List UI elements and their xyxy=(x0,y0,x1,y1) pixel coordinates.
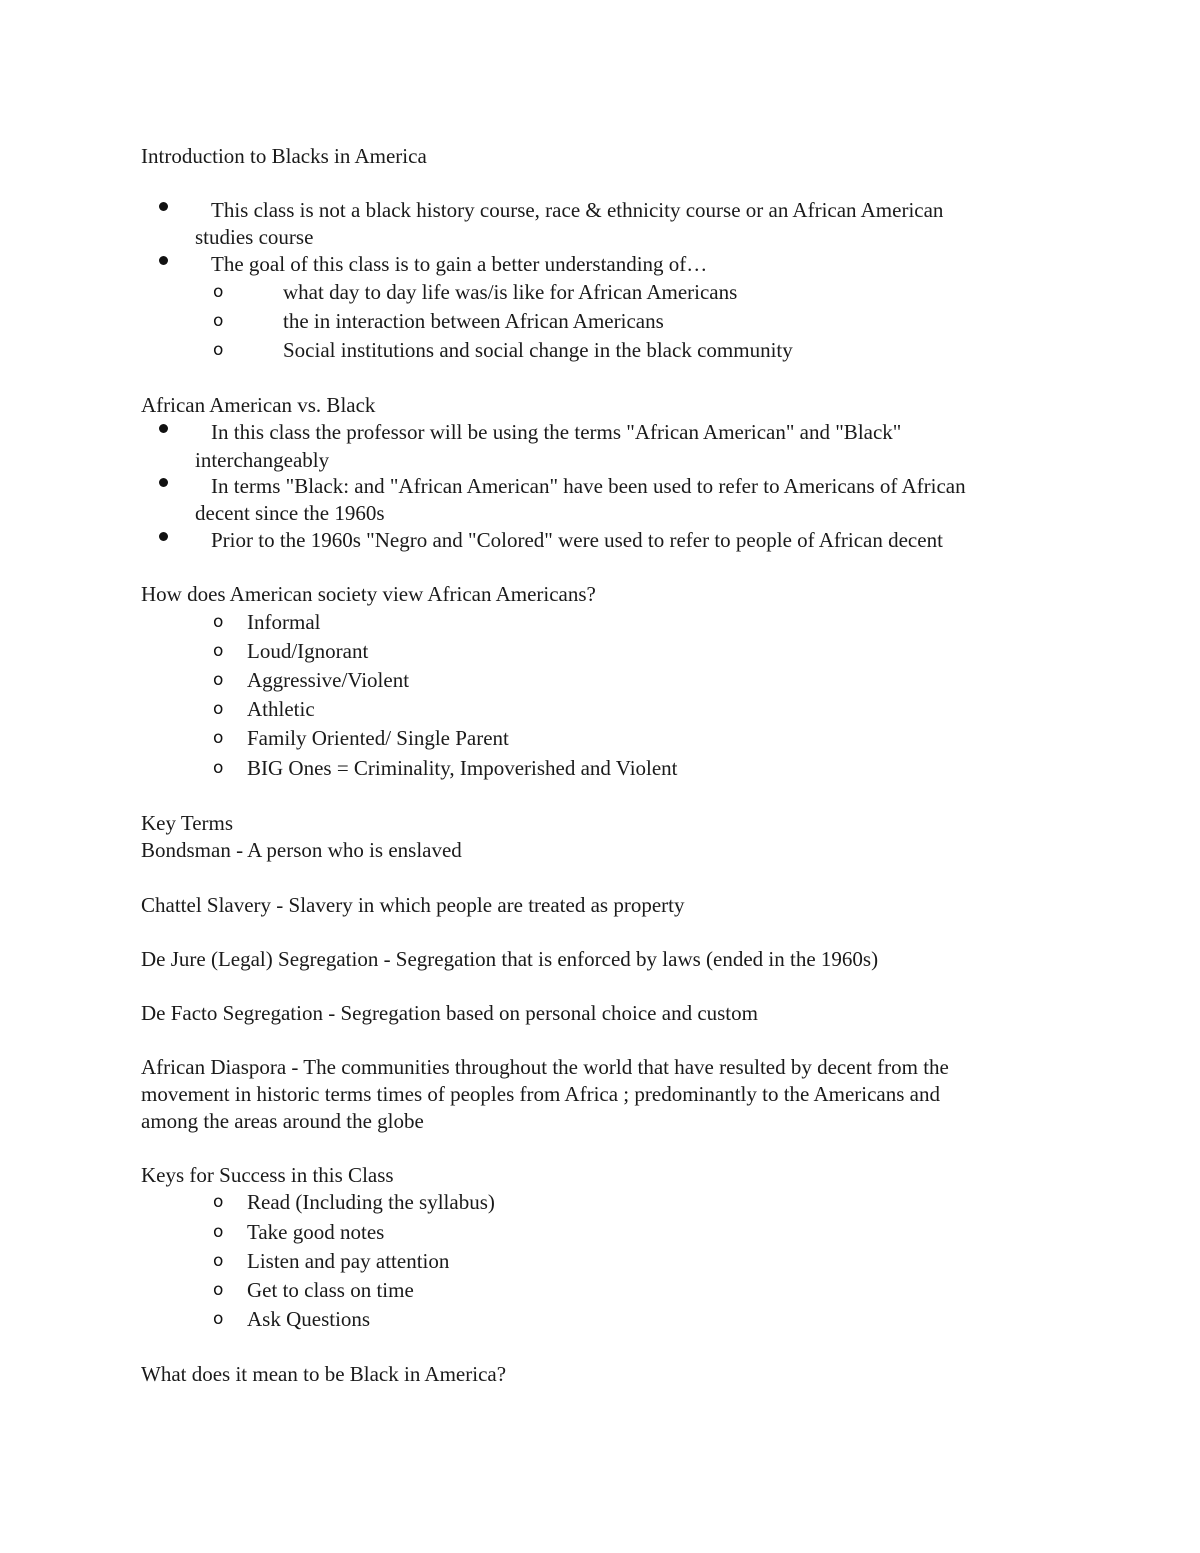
aa-bullet-1: In this class the professor will be using the terms "African American" and "Black" xyxy=(211,420,902,444)
success-item: Read (Including the syllabus) xyxy=(247,1190,495,1214)
society-item: Aggressive/Violent xyxy=(247,668,410,692)
bullet-icon xyxy=(159,424,168,433)
aa-bullet-3: Prior to the 1960s "Negro and "Colored" were used to refer to people of African decent xyxy=(211,528,943,552)
intro-bullet-2: The goal of this class is to gain a better understanding of… xyxy=(211,252,708,276)
circle-bullet-icon: o xyxy=(213,340,224,360)
document-title: Introduction to Blacks in America xyxy=(141,144,427,168)
aa-bullet-1-cont: interchangeably xyxy=(195,448,330,472)
circle-bullet-icon: o xyxy=(213,1280,224,1300)
circle-bullet-icon: o xyxy=(213,311,224,331)
circle-bullet-icon: o xyxy=(213,1222,224,1242)
circle-bullet-icon: o xyxy=(213,728,224,748)
section-heading: Keys for Success in this Class xyxy=(141,1163,394,1187)
term-african-diaspora-cont: movement in historic terms times of peoples from Africa ; predominantly to the Americans and xyxy=(141,1082,940,1106)
bullet-icon xyxy=(159,202,168,211)
society-item: Informal xyxy=(247,610,321,634)
circle-bullet-icon: o xyxy=(213,699,224,719)
aa-bullet-2: In terms "Black: and "African American" have been used to refer to Americans of African xyxy=(211,474,966,498)
circle-bullet-icon: o xyxy=(213,1251,224,1271)
aa-bullet-2-cont: decent since the 1960s xyxy=(195,501,385,525)
society-item: Family Oriented/ Single Parent xyxy=(247,726,509,750)
success-item: Get to class on time xyxy=(247,1278,414,1302)
circle-bullet-icon: o xyxy=(213,641,224,661)
intro-sub-item: what day to day life was/is like for African Americans xyxy=(283,280,738,304)
section-heading: African American vs. Black xyxy=(141,393,376,417)
intro-bullet-1: This class is not a black history course, race & ethnicity course or an African American xyxy=(211,198,944,222)
intro-sub-item: the in interaction between African Americans xyxy=(283,309,664,333)
success-item: Ask Questions xyxy=(247,1307,371,1331)
circle-bullet-icon: o xyxy=(213,1192,224,1212)
term-chattel-slavery: Chattel Slavery - Slavery in which people are treated as property xyxy=(141,893,685,917)
term-de-facto: De Facto Segregation - Segregation based on personal choice and custom xyxy=(141,1001,758,1025)
term-african-diaspora: African Diaspora - The communities throughout the world that have resulted by decent from the xyxy=(141,1055,949,1079)
success-item: Listen and pay attention xyxy=(247,1249,450,1273)
society-item: BIG Ones = Criminality, Impoverished and Violent xyxy=(247,756,678,780)
section-heading: Key Terms xyxy=(141,811,234,835)
intro-sub-item: Social institutions and social change in the black community xyxy=(283,338,793,362)
closing-question: What does it mean to be Black in America? xyxy=(141,1362,507,1386)
bullet-icon xyxy=(159,256,168,265)
bullet-icon xyxy=(159,532,168,541)
society-item: Loud/Ignorant xyxy=(247,639,369,663)
circle-bullet-icon: o xyxy=(213,1309,224,1329)
circle-bullet-icon: o xyxy=(213,282,224,302)
term-de-jure: De Jure (Legal) Segregation - Segregation that is enforced by laws (ended in the 1960s) xyxy=(141,947,879,971)
circle-bullet-icon: o xyxy=(213,670,224,690)
term-african-diaspora-cont: among the areas around the globe xyxy=(141,1109,424,1133)
society-item: Athletic xyxy=(247,697,315,721)
bullet-icon xyxy=(159,478,168,487)
term-bondsman: Bondsman - A person who is enslaved xyxy=(141,838,462,862)
intro-bullet-1-cont: studies course xyxy=(195,225,314,249)
circle-bullet-icon: o xyxy=(213,612,224,632)
success-item: Take good notes xyxy=(247,1220,385,1244)
circle-bullet-icon: o xyxy=(213,758,224,778)
section-heading: How does American society view African Americans? xyxy=(141,582,596,606)
